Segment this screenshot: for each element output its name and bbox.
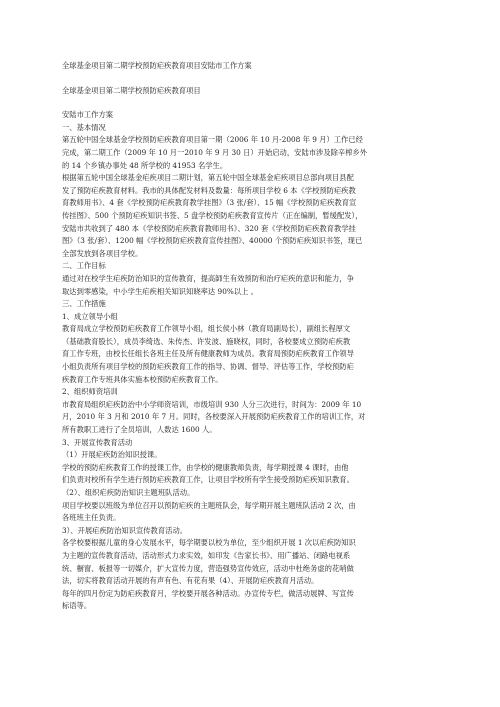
text-line: 法，切实将教育活动开展的有声有色、有花有果（4）、开展防疟疾教育月活动。: [62, 576, 319, 586]
text-line: （1）开展疟疾防治知识授课。: [62, 450, 162, 460]
text-line: 安陆市共收到了 480 本《学校预防疟疾教育教师用书》、320 套《学校预防疟疾教育教学挂: [62, 223, 356, 233]
document-text: [62, 109, 440, 613]
text-line: 全部发放到各项目学校。: [62, 248, 143, 258]
text-line: 所有教职工进行了全员培训，人数达 1600 人。: [62, 425, 217, 435]
text-line: 统、橱窗、板报等一切媒介，扩大宣传力度，营造强势宣传效应，活动中杜绝务虚的花哨做: [62, 563, 354, 573]
text-line: 根据第五轮中国全球基金疟疾项目二期计划，第五轮中国全球基金疟疾项目总部向项目县配: [62, 173, 354, 183]
text-line: 育工作专班，由校长任组长各班主任及所有健康教师为成员。教育局预防疟疾教育工作领导: [62, 349, 354, 359]
text-line: 学校的预防疟疾教育工作的授课工作，由学校的健康教师负责，每学期授课 4 课时，由他: [62, 462, 349, 472]
document-subtitle: 全球基金项目第二期学校预防疟疾教育项目: [62, 85, 201, 95]
text-line: 三、工作措施: [62, 299, 106, 309]
text-line: 每年的四月份定为防疟疾教育月，学校要开展各种活动。办宣传专栏，做活动展牌、写宣传: [62, 588, 354, 598]
text-line: 完成，第二期工作（2009 年 10 月一2010 年 9 月 30 日）开始启动，安陆市涉及除辛榨乡外: [62, 147, 368, 157]
text-line: 发了预防疟疾教育材料。我市的具体配发材料及数量：每所项目学校 6 本《学校预防疟疾教: [62, 185, 356, 195]
text-line: 教育局成立学校预防疟疾教育工作领导小组，组长侯小林（教育局副局长），副组长程厚文: [62, 324, 351, 334]
text-line: 的 14 个乡镇办事处 48 所学校的 41953 名学生。: [62, 160, 228, 170]
text-line: 第五轮中国全球基金学校预防疟疾教育项目第一期（2006 年 10 月-2008 年 9 月）工作已经: [62, 135, 363, 145]
document-body: [62, 60, 440, 613]
text-line: 图》（3 张/套）、1200 幅《学校预防疟疾教育宣传挂图》、40000 个预防疟疾知识书签，现已: [62, 236, 363, 246]
text-line: 各班班主任负责。: [62, 513, 121, 523]
document-title: 全球基金项目第二期学校预防疟疾教育项目安陆市工作方案: [62, 61, 252, 70]
text-line: 疾教育工作专班具体实施本校预防疟疾教育工作。: [62, 374, 223, 384]
text-line: 们负责对校所有学生进行预防疟疾教育工作，让项目学校所有学生接受预防疟疾知识教育。: [62, 475, 354, 485]
text-line: 各学校要根据儿童的身心发展水平，每学期要以校为单位，至少组织开展 1 次以疟疾防知识: [62, 538, 356, 548]
text-line: 市教育局组织疟疾防治中小学师资培训，市级培训 930 人分三次进行，时间为：2009 年 10: [62, 399, 362, 409]
text-line: 安陆市工作方案: [62, 110, 114, 120]
text-line: 一、基本情况: [62, 122, 106, 132]
text-line: 二、工作目标: [62, 261, 106, 271]
text-line: （基础教育股长），成员李绮选、朱传杰、许发波、施晓权，同时，各校要成立预防疟疾教: [62, 336, 351, 346]
text-line: 育教师用书》、4 套《学校预防疟疾教育教学挂图》（3 张/套）、15 幅《学校预防疟疾教育宣: [62, 198, 357, 208]
text-line: 为主题的宣传教育活动，活动形式力求实效，如印发《告家长书》、用广播站、闭路电视系: [62, 550, 351, 560]
text-line: 2、组织师资培训: [62, 387, 118, 397]
text-line: 3、开展宣传教育活动: [62, 437, 133, 447]
text-line: 传挂图》、500 个预防疟疾知识书签、5 盘学校预防疟疾教育宣传片（正在编制，暂缓配发），: [62, 210, 363, 220]
text-line: 取达到零感染，中小学生疟疾相关知识知晓率达 90%以上 。: [62, 286, 258, 296]
text-line: 项目学校要以班级为单位召开以预防疟疾的主题班队会，每学期开展主题班队活动 2 次，由: [62, 500, 356, 510]
text-line: 3）、开展疟疾防治知识宣传教育活动。: [62, 525, 188, 535]
text-line: 月，2010 年 3 月和 2010 年 7 月。同时，各校要深入开展预防疟疾教育工作的培训工作，对: [62, 412, 366, 422]
text-line: 小组负责所有项目学校的预防疟疾教育工作的指导、协调、督导、评估等工作，学校预防疟: [62, 362, 354, 372]
text-line: 标语等。: [62, 601, 92, 611]
text-line: 通过对在校学生疟疾防治知识的宣传教育，提高師生有效预防和治疗疟疾的意识和能力，争: [62, 273, 354, 283]
text-line: 1、成立领导小组: [62, 311, 118, 321]
text-line: （2）、组织疟疾防治知识主题班队活动。: [62, 488, 195, 497]
